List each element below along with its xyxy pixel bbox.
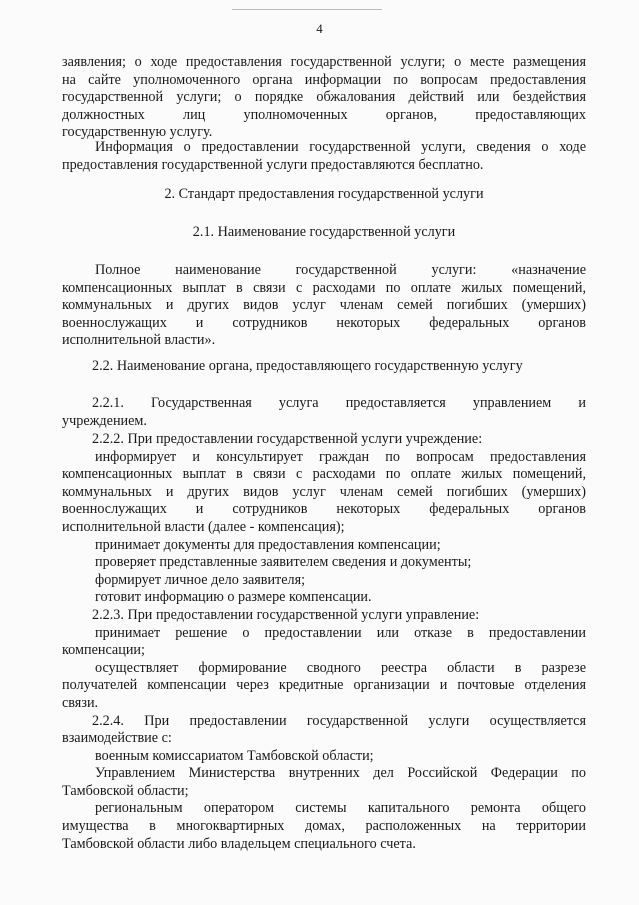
paragraph-2-2-2-title: 2.2.2. При предоставлении государственной услуги учреждение: (92, 431, 483, 447)
text-line: Управлением Министерства внутренних дел Российской Федерации по (95, 765, 586, 782)
text-line: государственную услугу. (62, 124, 213, 141)
page-number: 4 (316, 21, 323, 36)
text-line: принимает решение о предоставлении или отказе в предоставлении (95, 624, 586, 641)
info-paragraph (62, 139, 586, 174)
text-line: Информация о предоставлении государственной услуги, сведения о ходе (95, 139, 586, 155)
list-item: готовит информацию о размере компенсации. (95, 589, 372, 606)
text-line: на сайте уполномоченного органа информации по вопросам предоставления (62, 71, 586, 88)
list-item: проверяет представленные заявителем сведения и документы; (95, 554, 472, 571)
service-name-paragraph (62, 262, 586, 350)
text-line: региональным оператором системы капитального ремонта общего (95, 800, 586, 817)
text-line: компенсации; (62, 642, 145, 659)
text-line: военнослужащих и сотрудников некоторых федеральных органов (62, 501, 586, 518)
text-line: получателей компенсации через кредитные организации и почтовые отделения (62, 677, 586, 694)
text-line: Полное наименование государственной услуги: «назначение (95, 262, 586, 278)
text-line: связи. (62, 694, 99, 711)
intro-paragraph (62, 54, 586, 142)
list-item: принимает документы для предоставления компенсации; (95, 536, 441, 553)
paragraph-2-2-1 (62, 395, 586, 430)
list-item: военным комиссариатом Тамбовской области; (95, 747, 374, 764)
text-line: Тамбовской области либо владельцем специального счета. (62, 835, 416, 852)
text-line: государственной услуги; о порядке обжалования действий или бездействия (62, 89, 586, 106)
text-line: осуществляет формирование сводного реестра области в разрезе (95, 659, 586, 676)
text-line: заявления; о ходе предоставления государственной услуги; о месте размещения (62, 54, 586, 70)
subsection-title-2-2: 2.2. Наименование органа, предоставляющего государственную услугу (92, 358, 523, 374)
text-line: коммунальных и других видов услуг членам семей погибших (умерших) (62, 297, 586, 314)
text-line: взаимодействие с: (62, 730, 172, 747)
paragraph-2-2-2-block (62, 431, 586, 853)
text-line: исполнительной власти (далее - компенсация); (62, 518, 345, 535)
header-rule (232, 9, 382, 10)
text-line: должностных лиц уполномоченных органов, предоставляющих (62, 106, 586, 123)
paragraph-2-2-3-title: 2.2.3. При предоставлении государственной услуги управление: (92, 606, 480, 623)
text-line: предоставления государственной услуги предоставляются бесплатно. (62, 156, 484, 173)
section-title: 2. Стандарт предоставления государственной услуги (164, 186, 484, 202)
list-item: формирует личное дело заявителя; (95, 571, 306, 588)
text-line: информирует и консультирует граждан по вопросам предоставления (95, 448, 586, 465)
text-line: исполнительной власти». (62, 332, 216, 349)
text-line: Тамбовской области; (62, 782, 189, 799)
text-line: 2.2.4. При предоставлении государственной услуги осуществляется (92, 712, 586, 729)
subsection-title-2-1: 2.1. Наименование государственной услуги (192, 224, 456, 240)
text-line: компенсационных выплат в связи с расходами по оплате жилых помещений, (62, 466, 586, 483)
text-line: компенсационных выплат в связи с расходами по оплате жилых помещений, (62, 279, 586, 296)
text-line: 2.2.1. Государственная услуга предоставляется управлением и (92, 395, 586, 411)
text-line: учреждением. (62, 412, 147, 429)
text-line: имущества в многоквартирных домах, расположенных на территории (62, 818, 586, 835)
text-line: военнослужащих и сотрудников некоторых федеральных органов (62, 314, 586, 331)
text-line: коммунальных и других видов услуг членам семей погибших (умерших) (62, 483, 586, 500)
